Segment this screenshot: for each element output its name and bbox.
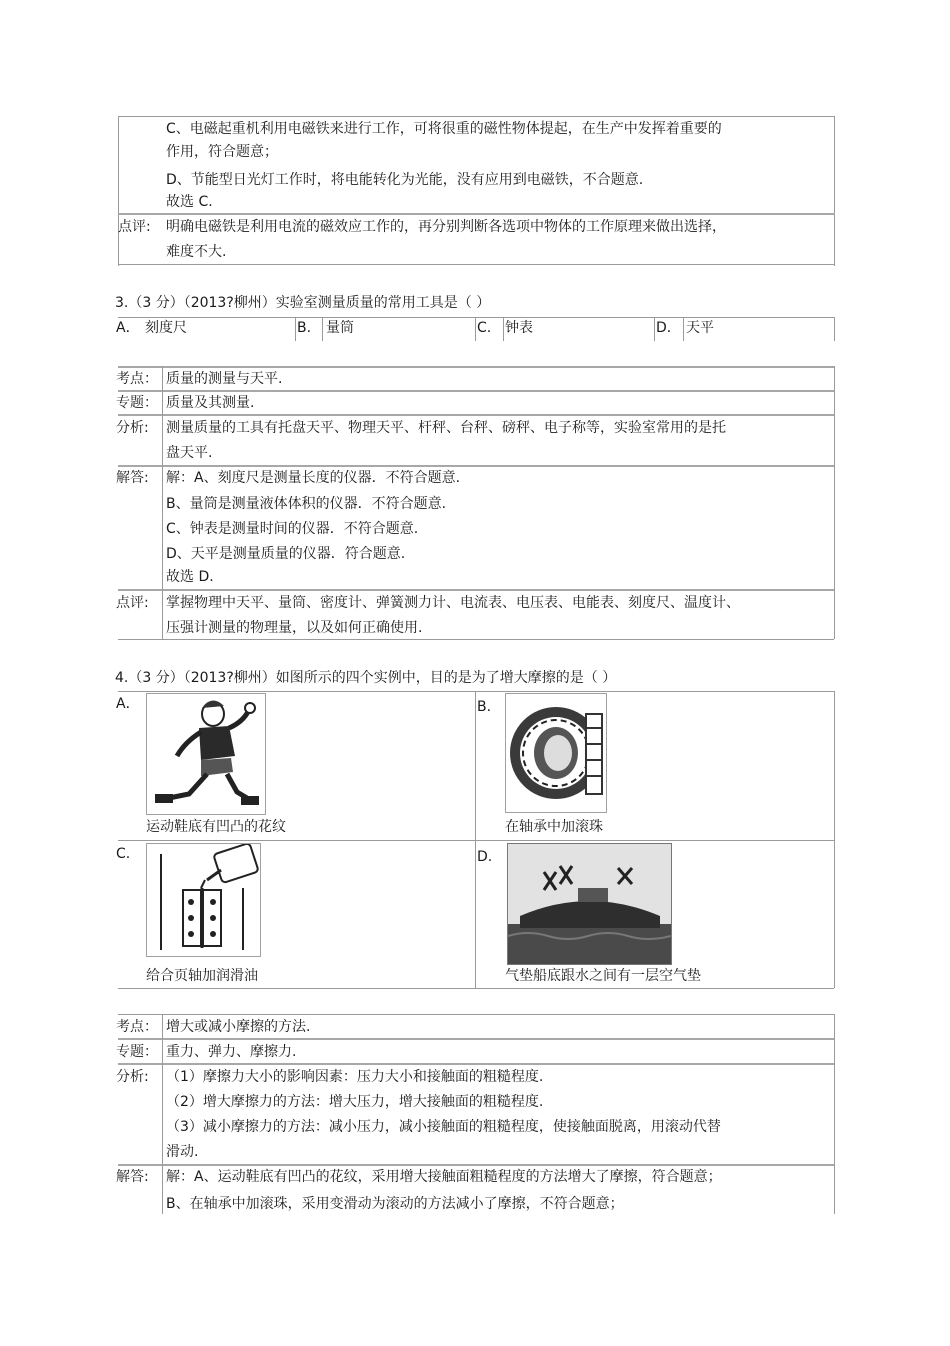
q3-option-b-text: 量筒 — [326, 320, 354, 336]
q3-jieda-line: C、钟表是测量时间的仪器．不符合题意. — [166, 521, 419, 537]
q3-option-d-letter: D． — [656, 320, 681, 336]
q3-jieda-line: B、量筒是测量液体体积的仪器．不符合题意. — [166, 496, 447, 512]
q3-dianping-line2: 压强计测量的物理量，以及如何正确使用. — [166, 620, 423, 636]
q3-jieda-line: 故选 D. — [166, 569, 214, 585]
prev-option-c-line2: 作用，符合题意； — [166, 144, 278, 160]
q4-option-a-caption: 运动鞋底有凹凸的花纹 — [146, 819, 286, 835]
q3-zhuanti: 质量及其测量. — [166, 395, 255, 411]
prev-option-c-line1: C、电磁起重机利用电磁铁来进行工作，可将很重的磁性物体提起，在生产中发挥着重要的 — [166, 121, 722, 137]
q4-option-c-caption: 给合页轴加润滑油 — [146, 968, 258, 984]
prev-review-label: 点评: — [118, 219, 151, 235]
q4-option-c-letter: C. — [116, 846, 131, 862]
hinge-oil-image — [146, 843, 261, 957]
q3-dianping-label: 点评: — [116, 595, 149, 611]
q3-zhuanti-label: 专题： — [116, 395, 158, 411]
q4-jieda-line: B、在轴承中加滚珠，采用变滑动为滚动的方法减小了摩擦，不符合题意； — [166, 1196, 624, 1212]
q4-kaodian-label: 考点： — [116, 1019, 158, 1035]
q3-dianping-line1: 掌握物理中天平、量筒、密度计、弹簧测力计、电流表、电压表、电能表、刻度尺、温度计、 — [166, 595, 740, 611]
q3-option-c-text: 钟表 — [505, 320, 533, 336]
q4-option-d-caption: 气垫船底跟水之间有一层空气垫 — [505, 968, 701, 984]
q3-jieda-label: 解答: — [116, 470, 149, 486]
prev-review-line1: 明确电磁铁是利用电流的磁效应工作的，再分别判断各选项中物体的工作原理来做出选择， — [166, 219, 726, 235]
q4-jieda-label: 解答: — [116, 1169, 149, 1185]
q4-kaodian: 增大或减小摩擦的方法. — [166, 1019, 311, 1035]
q4-fenxi-label: 分析: — [116, 1069, 149, 1085]
q3-kaodian: 质量的测量与天平. — [166, 371, 283, 387]
prev-review-line2: 难度不大. — [166, 244, 227, 260]
q4-option-b-caption: 在轴承中加滚珠 — [505, 819, 603, 835]
q3-fenxi-label: 分析: — [116, 420, 149, 436]
q4-jieda-line: 解：A、运动鞋底有凹凸的花纹，采用增大接触面粗糙程度的方法增大了摩擦，符合题意； — [166, 1169, 722, 1185]
q3-jieda-line: 解：A、刻度尺是测量长度的仪器．不符合题意. — [166, 470, 461, 486]
q4-fenxi-line: （2）增大摩擦力的方法：增大压力，增大接触面的粗糙程度. — [166, 1094, 544, 1110]
q3-jieda-line: D、天平是测量质量的仪器．符合题意. — [166, 546, 406, 562]
q4-zhuanti-label: 专题： — [116, 1044, 158, 1060]
prev-answer: 故选 C. — [166, 194, 213, 210]
q3-option-c-letter: C. — [477, 320, 492, 336]
q3-stem: 3.（3 分）（2013?柳州）实验室测量质量的常用工具是（ ） — [115, 295, 491, 311]
q4-option-d-letter: D. — [477, 849, 493, 865]
q4-fenxi-tail: 滑动. — [166, 1144, 199, 1160]
q3-option-a-letter: A． — [116, 320, 140, 336]
q4-fenxi-line: （1）摩擦力大小的影响因素：压力大小和接触面的粗糙程度. — [166, 1069, 544, 1085]
running-boy-image — [146, 693, 266, 815]
q3-fenxi-line2: 盘天平. — [166, 445, 213, 461]
q4-option-b-letter: B. — [477, 699, 492, 715]
q4-option-a-letter: A． — [116, 696, 140, 712]
q4-zhuanti: 重力、弹力、摩擦力. — [166, 1044, 297, 1060]
q4-stem: 4.（3 分）（2013?柳州）如图所示的四个实例中，目的是为了增大摩擦的是（ ） — [115, 670, 617, 686]
prev-option-d-line: D、节能型日光灯工作时，将电能转化为光能，没有应用到电磁铁，不合题意. — [166, 172, 644, 188]
q3-option-a-text: 刻度尺 — [145, 320, 187, 336]
ball-bearing-image — [505, 693, 607, 813]
q3-option-b-letter: B. — [297, 320, 312, 336]
q3-kaodian-label: 考点： — [116, 371, 158, 387]
q4-fenxi-line: （3）减小摩擦力的方法：减小压力，减小接触面的粗糙程度，使接触面脱离，用滚动代替 — [166, 1119, 721, 1135]
q3-option-d-text: 天平 — [686, 320, 714, 336]
q3-fenxi-line1: 测量质量的工具有托盘天平、物理天平、杆秤、台秤、磅秤、电子称等，实验室常用的是托 — [166, 420, 726, 436]
hovercraft-image — [507, 843, 672, 965]
